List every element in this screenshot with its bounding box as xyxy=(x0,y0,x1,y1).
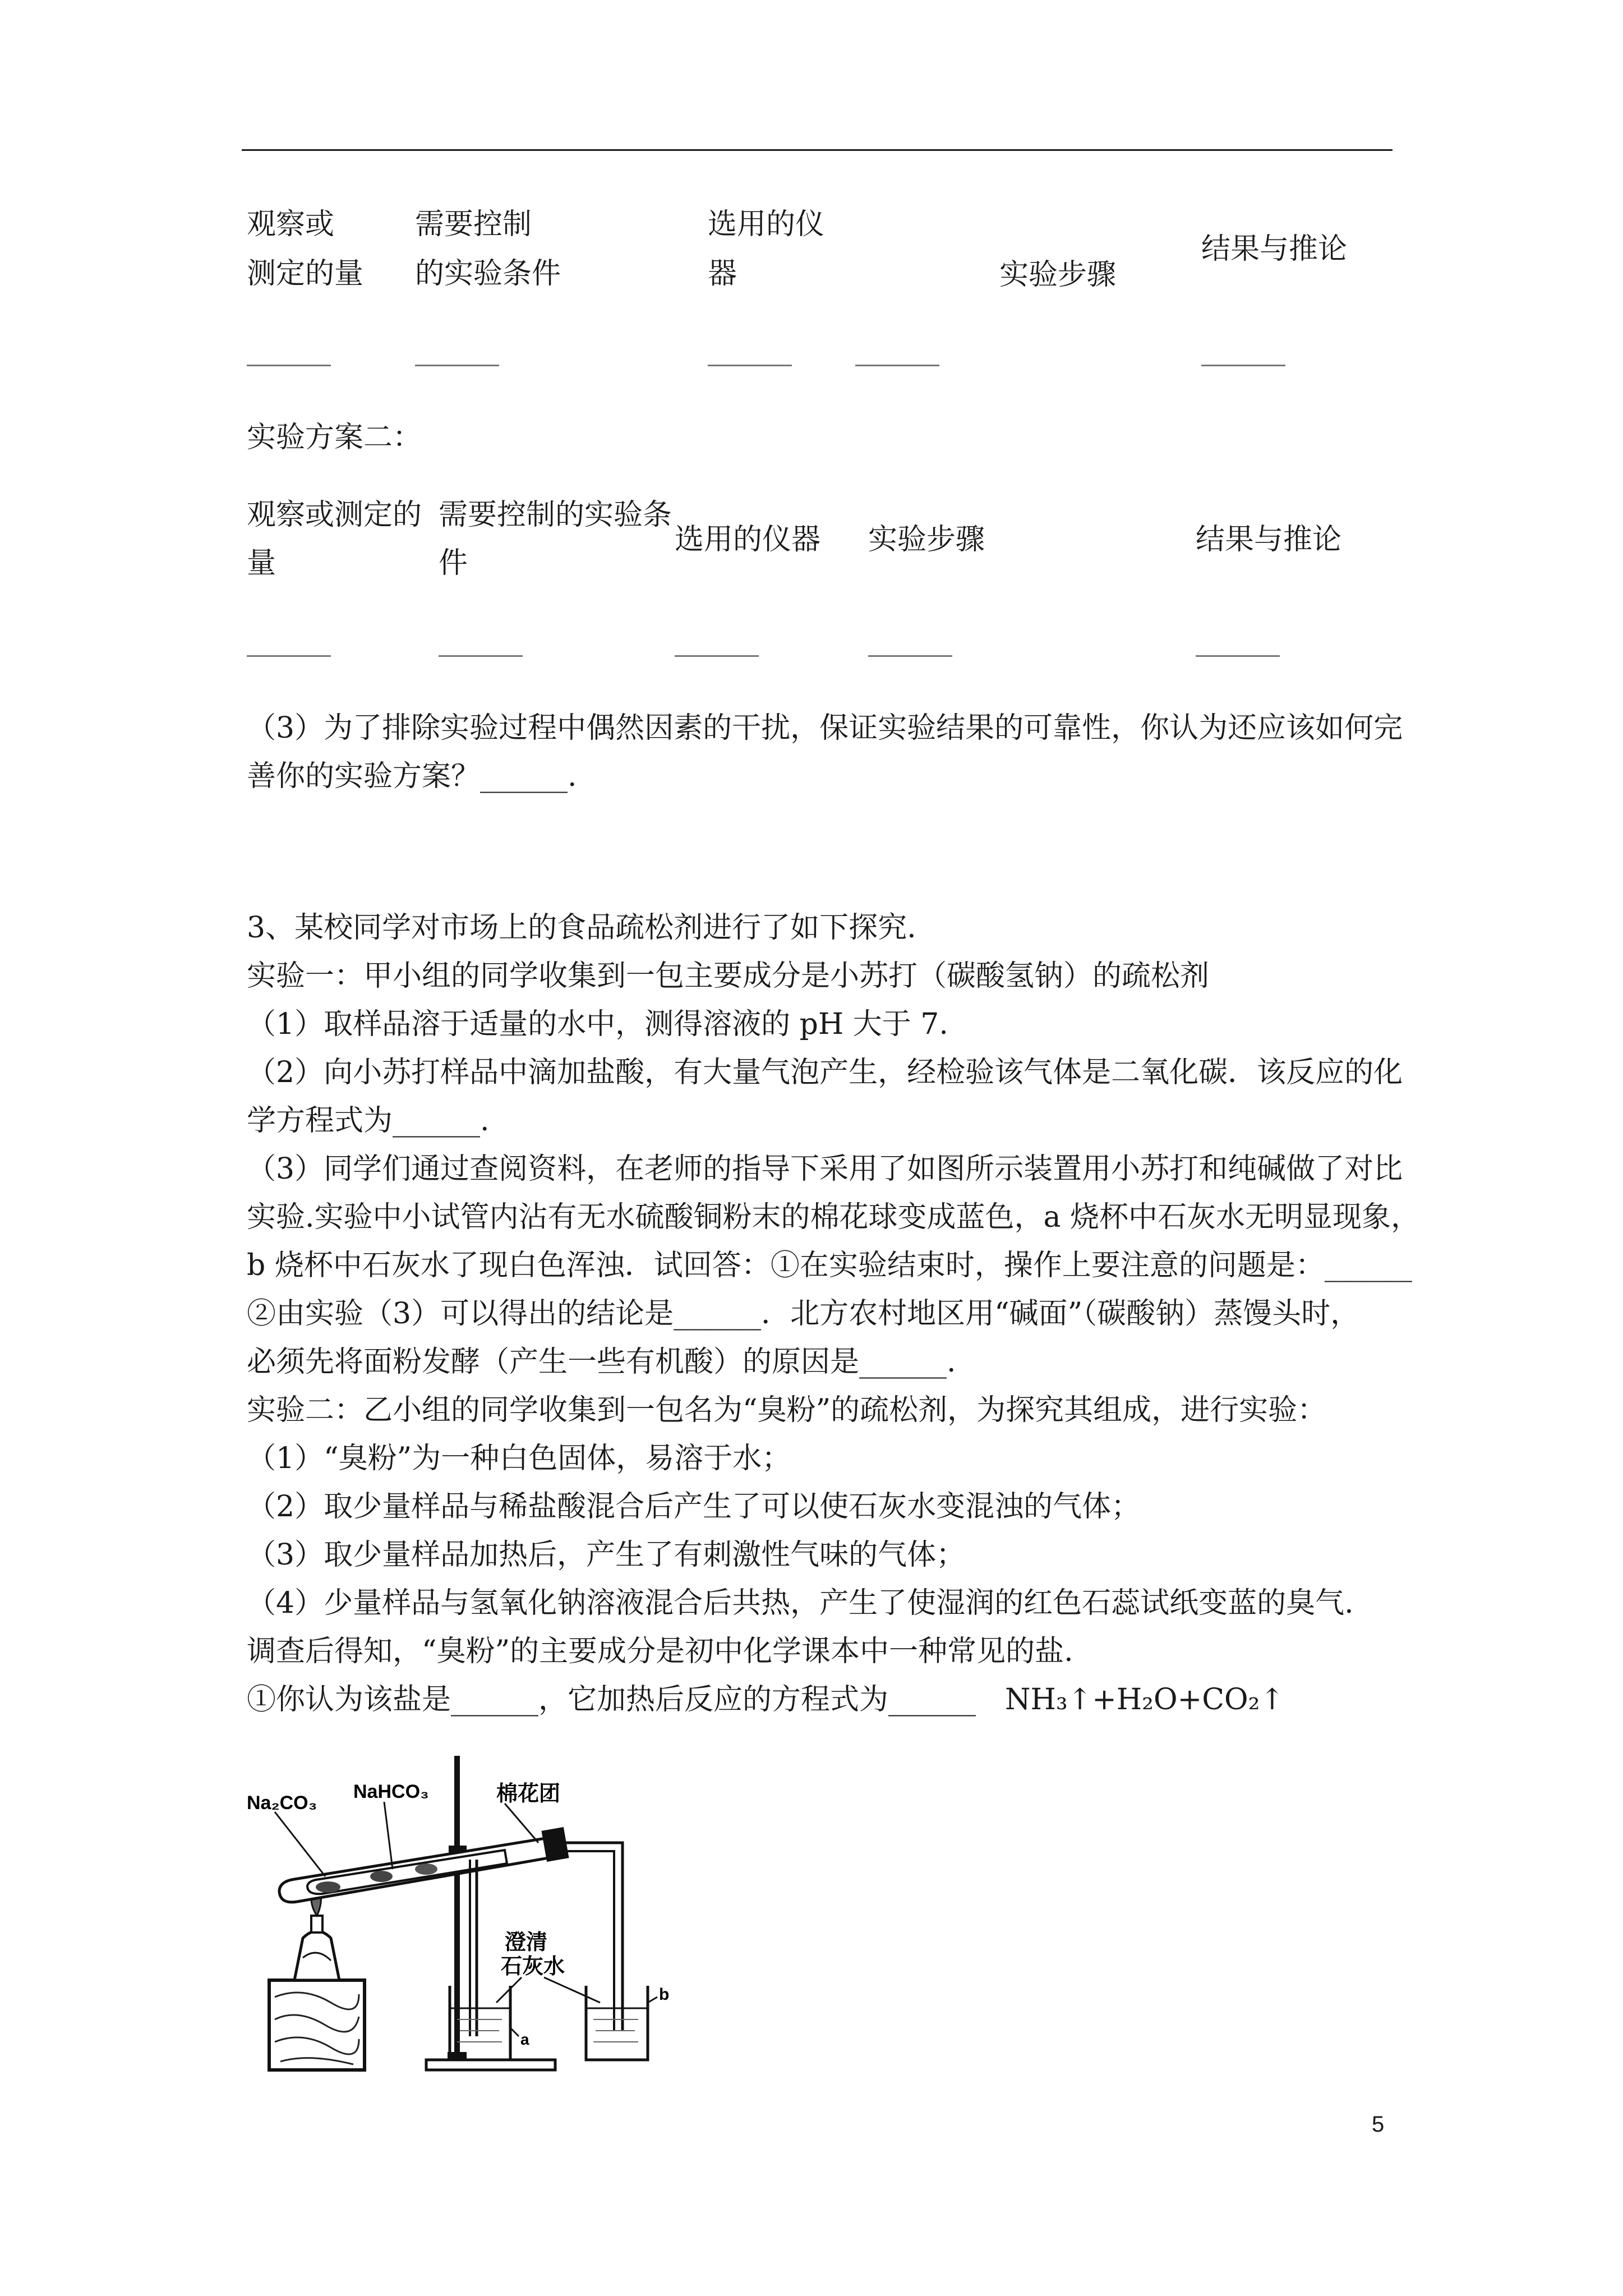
plan1-blank-2[interactable] xyxy=(415,365,499,366)
plan2-col2-line2: 件 xyxy=(439,546,468,580)
plan1-col1-line1: 观察或 xyxy=(247,208,335,241)
plan1-col1-line2: 测定的量 xyxy=(247,257,364,291)
wood-block xyxy=(269,1980,365,2070)
plan2-col3: 选用的仪器 xyxy=(675,523,821,556)
plan2-blank-2[interactable] xyxy=(439,655,523,657)
label-limewater-1: 澄清 xyxy=(505,1931,548,1954)
problem3-line: 必须先将面粉发酵（产生一些有机酸）的原因是______. xyxy=(247,1345,956,1379)
problem3-line: （1）取样品溶于适量的水中，测得溶液的 pH 大于 7. xyxy=(247,1007,948,1041)
label-a: a xyxy=(520,2031,529,2048)
apparatus-figure xyxy=(241,1739,690,2087)
plan2-col4: 实验步骤 xyxy=(868,523,985,556)
plan2-blank-4[interactable] xyxy=(868,655,952,657)
problem3-line: （2）取少量样品与稀盐酸混合后产生了可以使石灰水变混浊的气体； xyxy=(247,1490,1141,1524)
beaker-b xyxy=(586,1986,648,2060)
plan1-col3-line2: 器 xyxy=(708,257,737,291)
plan1-blank-3[interactable] xyxy=(708,365,792,366)
label-b: b xyxy=(659,1985,670,2004)
page-number: 5 xyxy=(1372,2112,1385,2137)
problem3-line: （2）向小苏打样品中滴加盐酸，有大量气泡产生，经检验该气体是二氧化碳．该反应的化 xyxy=(247,1056,1403,1089)
header-rule xyxy=(242,149,1393,151)
q3-line1: （3）为了排除实验过程中偶然因素的干扰，保证实验结果的可靠性，你认为还应该如何完 xyxy=(247,711,1403,745)
problem3-line: （3）取少量样品加热后，产生了有刺激性气味的气体； xyxy=(247,1538,966,1572)
plan2-blank-1[interactable] xyxy=(247,655,331,657)
plan2-col1-line2: 量 xyxy=(247,546,276,580)
q3-line2: 善你的实验方案？______. xyxy=(247,760,577,793)
plan1-col2-line1: 需要控制 xyxy=(415,208,532,241)
plan1-blank-4[interactable] xyxy=(855,365,939,366)
plan1-col5: 结果与推论 xyxy=(1201,232,1348,266)
problem3-line: ②由实验（3）可以得出的结论是______．北方农村地区用“碱面”（碳酸钠）蒸馒头时， xyxy=(247,1297,1360,1331)
plan1-col2-line2: 的实验条件 xyxy=(415,257,561,291)
stand-base xyxy=(426,2060,555,2070)
label-nahco3: NaHCO₃ xyxy=(353,1781,429,1802)
problem3-line: （1）“臭粉”为一种白色固体，易溶于水； xyxy=(247,1442,791,1475)
problem3-line: b 烧杯中石灰水了现白色浑浊．试回答：①在实验结束时，操作上要注意的问题是：______ xyxy=(247,1249,1412,1282)
plan1-blank-5[interactable] xyxy=(1201,365,1285,366)
plan2-blank-5[interactable] xyxy=(1196,655,1280,657)
plan2-col5: 结果与推论 xyxy=(1196,523,1342,556)
label-cotton: 棉花团 xyxy=(496,1782,561,1806)
plan1-col4: 实验步骤 xyxy=(999,258,1117,292)
plan1-blank-1[interactable] xyxy=(247,365,331,366)
problem3-line: 学方程式为______. xyxy=(247,1104,490,1138)
problem3-line: （3）同学们通过查阅资料，在老师的指导下采用了如图所示装置用小苏打和纯碱做了对比 xyxy=(247,1152,1403,1186)
problem3-line: （4）少量样品与氢氧化钠溶液混合后共热，产生了使湿润的红色石蕊试纸变蓝的臭气. xyxy=(247,1586,1354,1620)
problem3-line: 实验二：乙小组的同学收集到一包名为“臭粉”的疏松剂，为探究其组成，进行实验： xyxy=(247,1393,1327,1427)
problem3-line: 3、某校同学对市场上的食品疏松剂进行了如下探究. xyxy=(247,911,916,945)
plan1-col3-line1: 选用的仪 xyxy=(708,208,825,241)
plan2-blank-3[interactable] xyxy=(675,655,759,657)
problem3-line: 实验一：甲小组的同学收集到一包主要成分是小苏打（碳酸氢钠）的疏松剂 xyxy=(247,959,1210,993)
problem3-line: ①你认为该盐是______，它加热后反应的方程式为______ NH₃↑+H₂O+CO₂↑ xyxy=(247,1683,1285,1717)
problem3-line: 实验.实验中小试管内沾有无水硫酸铜粉末的棉花球变成蓝色，a 烧杯中石灰水无明显现象， xyxy=(247,1200,1421,1234)
plan2-title: 实验方案二： xyxy=(247,421,422,454)
label-limewater-2: 石灰水 xyxy=(501,1955,565,1978)
plan2-col2-line1: 需要控制的实验条 xyxy=(439,498,672,532)
label-na2co3: Na₂CO₃ xyxy=(247,1792,317,1814)
problem3-line: 调查后得知，“臭粉”的主要成分是初中化学课本中一种常见的盐. xyxy=(247,1635,1073,1668)
plan2-col1-line1: 观察或测定的 xyxy=(247,498,422,532)
